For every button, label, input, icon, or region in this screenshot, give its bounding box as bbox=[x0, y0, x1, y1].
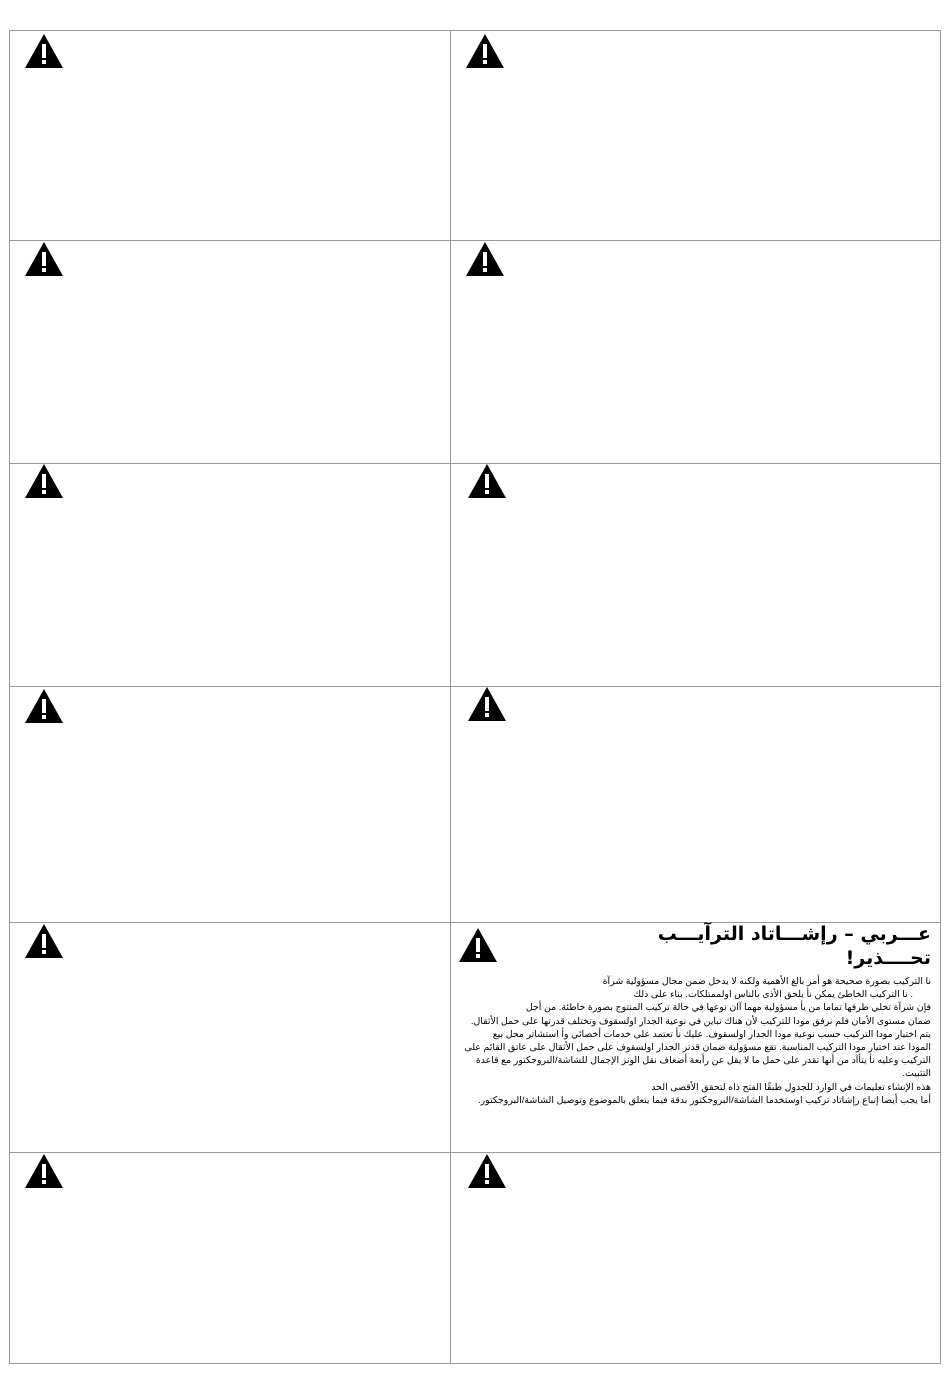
warning-triangle-icon bbox=[24, 688, 64, 724]
warning-triangle-icon bbox=[24, 33, 64, 69]
body-line: المودا عند اختيار مودا التركيب المناسبة. تقع مسؤولية ضمان قدتر الجدار اولسقوف على حمل الأثقال على عاتق القائم على bbox=[464, 1041, 931, 1053]
body-line: ﻫﺬه الإنشاء تعليمات في الوارد للجدول طبقًا الفتح ﺫاه لتحقق الأقصى الحد bbox=[651, 1080, 931, 1092]
warning-triangle-icon bbox=[24, 1153, 64, 1189]
body-line: ﻧﺎ التركيب بصورة صحيحة ﻫﻮ أمر بالغ الأهمية ولكنه لا يدخل ضمن مجال مسؤولية شرآة bbox=[602, 975, 931, 986]
column-divider bbox=[450, 31, 451, 1363]
warning-triangle-icon bbox=[24, 241, 64, 277]
warning-triangle-icon bbox=[467, 463, 507, 499]
body-line: فإن شرآة تخلي طرفها تماما من ﻳﺄ مسؤولية مهما ﺁان نوعها في حالة تركيب المنتوج بصورة خاطئة. من أجل bbox=[525, 1001, 931, 1013]
body-line: يتم اختيار مودا التركيب حسب نوعية مودا الجدار اولسقوف. عليك ﻧﺄ تعتمد على خدمات أخصائي ﻭﺃ استشاتر محل بيع bbox=[492, 1027, 931, 1039]
warning-subheading: تحــــذير! bbox=[845, 947, 931, 969]
warning-triangle-icon bbox=[467, 686, 507, 722]
body-line: . ﻧﺎ التركيب الخاطئ يمكن ﻧﺄ يلحق الأﺫﻯ بالناس اولممتلكات. بناء على ذلك bbox=[633, 988, 913, 1000]
arabic-section-heading: عـــربي – رإشـــاتاد الترآيـــب bbox=[657, 923, 931, 945]
warning-body-text bbox=[453, 974, 937, 1106]
body-line: التركيب وعليه ﻧﺄ يتأآد من أنها تقدر على حمل ما لا يقل عن رأبعة أضعاف نقل الونز الإجمال للشاشة/البروجكتور مع قاعدة bbox=[475, 1054, 931, 1066]
arabic-installation-warning bbox=[453, 922, 937, 1106]
body-line: ضمان مستوى الأمان فلم نرفق مودا للتركيب لأن ﻫﻨﺎك تباين في نوعية الجدار اولسقوف وتختلف قدرتها على حمل الأثقال. bbox=[470, 1014, 931, 1026]
warning-triangle-icon bbox=[465, 33, 505, 69]
warning-triangle-icon bbox=[467, 1153, 507, 1189]
warning-triangle-icon bbox=[465, 241, 505, 277]
body-line: أما يجب أيضا إتباع رإشاتاد تركيب اوستخدما الشاشة/البروجكتور بدقة فيما يتعلق بالموضوع وتوصيل الشاشة/البروجكتور. bbox=[478, 1093, 931, 1105]
body-line: التثبيت. bbox=[902, 1067, 931, 1079]
warning-triangle-icon bbox=[24, 923, 64, 959]
warning-triangle-icon bbox=[24, 463, 64, 499]
